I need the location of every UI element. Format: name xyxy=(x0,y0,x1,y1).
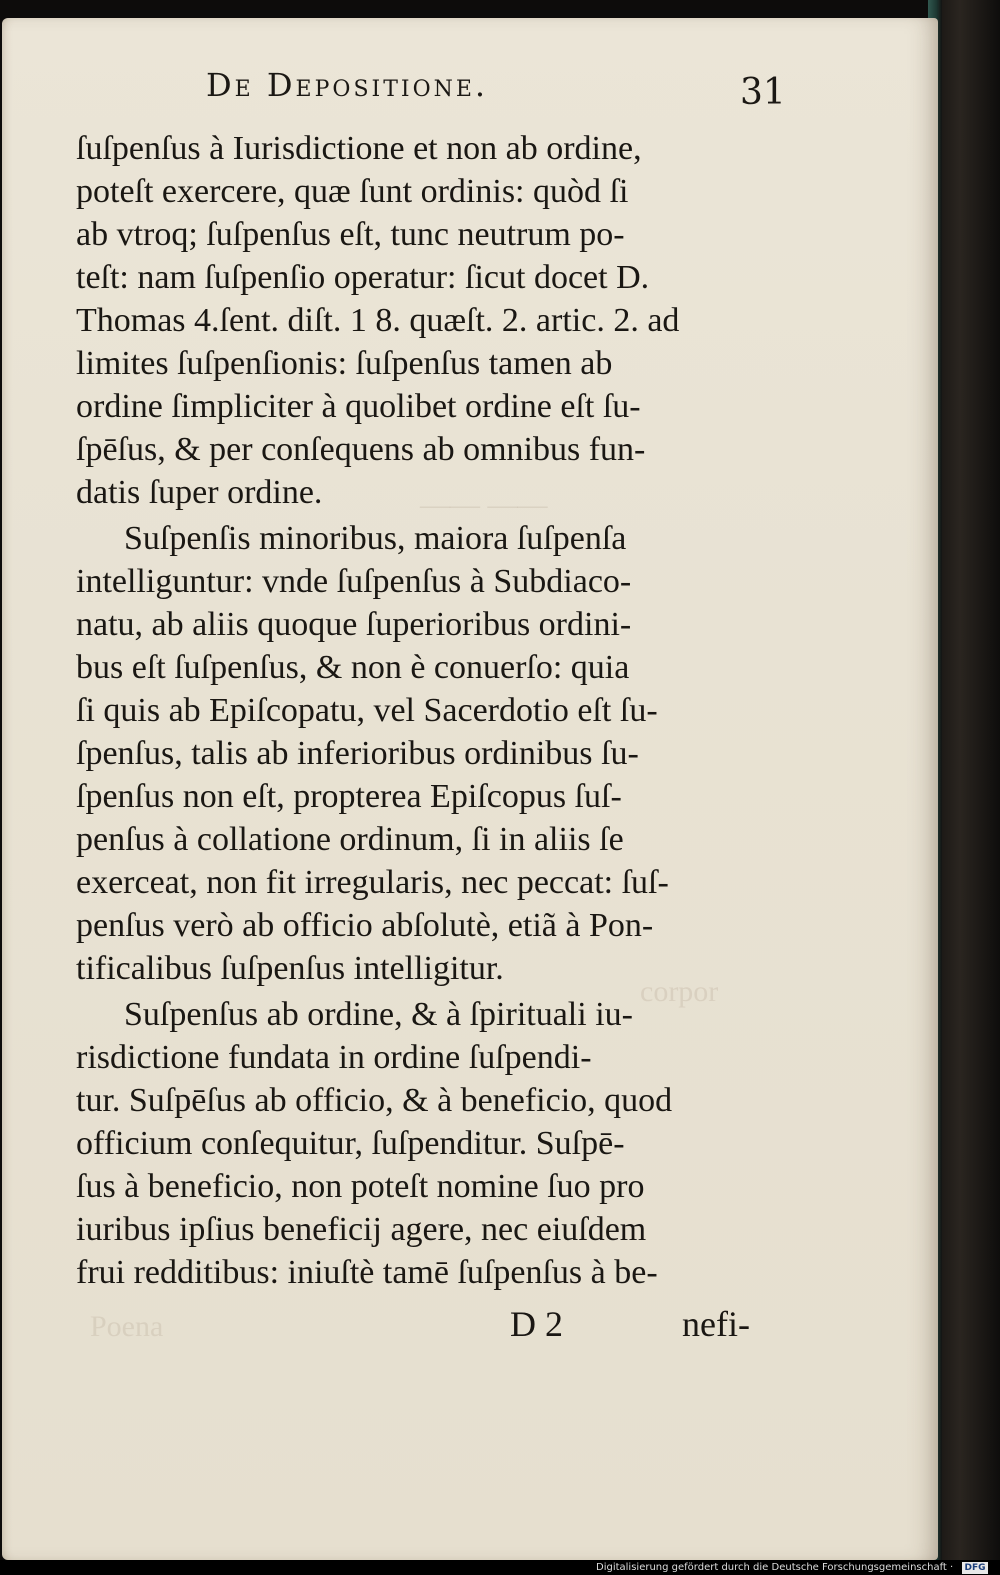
text-line: ſpenſus, talis ab inferioribus ordinibus ſu- xyxy=(76,735,639,772)
text-line: penſus verò ab officio abſolutè, etiã à Pon- xyxy=(76,907,654,944)
signature-mark: D 2 xyxy=(510,1304,563,1344)
text-line: Thomas 4.ſent. diſt. 1 8. quæſt. 2. artic. 2. ad xyxy=(76,302,680,339)
text-line: exerceat, non fit irregularis, nec peccat: ſuſ- xyxy=(76,864,669,901)
text-line: intelliguntur: vnde ſuſpenſus à Subdiaco- xyxy=(76,563,632,600)
page-number: 31 xyxy=(740,72,786,113)
show-through-text: corpor xyxy=(640,975,719,1008)
book-spine xyxy=(938,0,1000,1575)
text-line: tur. Suſpēſus ab officio, & à beneficio, quod xyxy=(76,1082,673,1119)
show-through-text: Poena xyxy=(90,1310,164,1343)
text-line: poteſt exercere, quæ ſunt ordinis: quòd ſi xyxy=(76,173,629,210)
text-line: limites ſuſpenſionis: ſuſpenſus tamen ab xyxy=(76,345,613,382)
text-line: ſpenſus non eſt, propterea Epiſcopus ſuſ- xyxy=(76,778,622,815)
text-line: ſuſpenſus à Iurisdictione et non ab ordine, xyxy=(76,130,642,167)
show-through-text: —— —— xyxy=(420,488,548,521)
digitization-credit: Digitalisierung gefördert durch die Deutsche Forschungsgemeinschaft · xyxy=(596,1562,954,1573)
text-line: ordine ſimpliciter à quolibet ordine eſt ſu- xyxy=(76,388,641,425)
text-line: frui redditibus: iniuſtè tamē ſuſpenſus à be- xyxy=(76,1254,658,1291)
text-line: ſi quis ab Epiſcopatu, vel Sacerdotio eſt ſu- xyxy=(76,692,658,729)
text-line: iuribus ipſius beneficij agere, nec eiuſdem xyxy=(76,1211,647,1248)
text-line: ſus à beneficio, non poteſt nomine ſuo pro xyxy=(76,1168,645,1205)
running-title: De Depositione. xyxy=(206,66,489,104)
text-line: natu, ab aliis quoque ſuperioribus ordini- xyxy=(76,606,632,643)
text-line: ab vtroq; ſuſpenſus eſt, tunc neutrum po- xyxy=(76,216,625,253)
text-line: teſt: nam ſuſpenſio operatur: ſicut docet D. xyxy=(76,259,650,296)
text-line: penſus à collatione ordinum, ſi in aliis ſe xyxy=(76,821,624,858)
text-line: risdictione fundata in ordine ſuſpendi- xyxy=(76,1039,592,1076)
dfg-logo-icon: DFG xyxy=(962,1562,988,1574)
text-line: officium conſequitur, ſuſpenditur. Suſpē- xyxy=(76,1125,625,1162)
text-line: bus eſt ſuſpenſus, & non è conuerſo: quia xyxy=(76,649,630,686)
text-line: Suſpenſis minoribus, maiora ſuſpenſa xyxy=(124,520,627,557)
text-line: ſpēſus, & per conſequens ab omnibus fun- xyxy=(76,431,646,468)
text-line: datis ſuper ordine. xyxy=(76,474,323,511)
catchword: nefi- xyxy=(682,1304,750,1344)
text-line: tificalibus ſuſpenſus intelligitur. xyxy=(76,950,504,987)
text-line: Suſpenſus ab ordine, & à ſpirituali iu- xyxy=(124,996,633,1033)
